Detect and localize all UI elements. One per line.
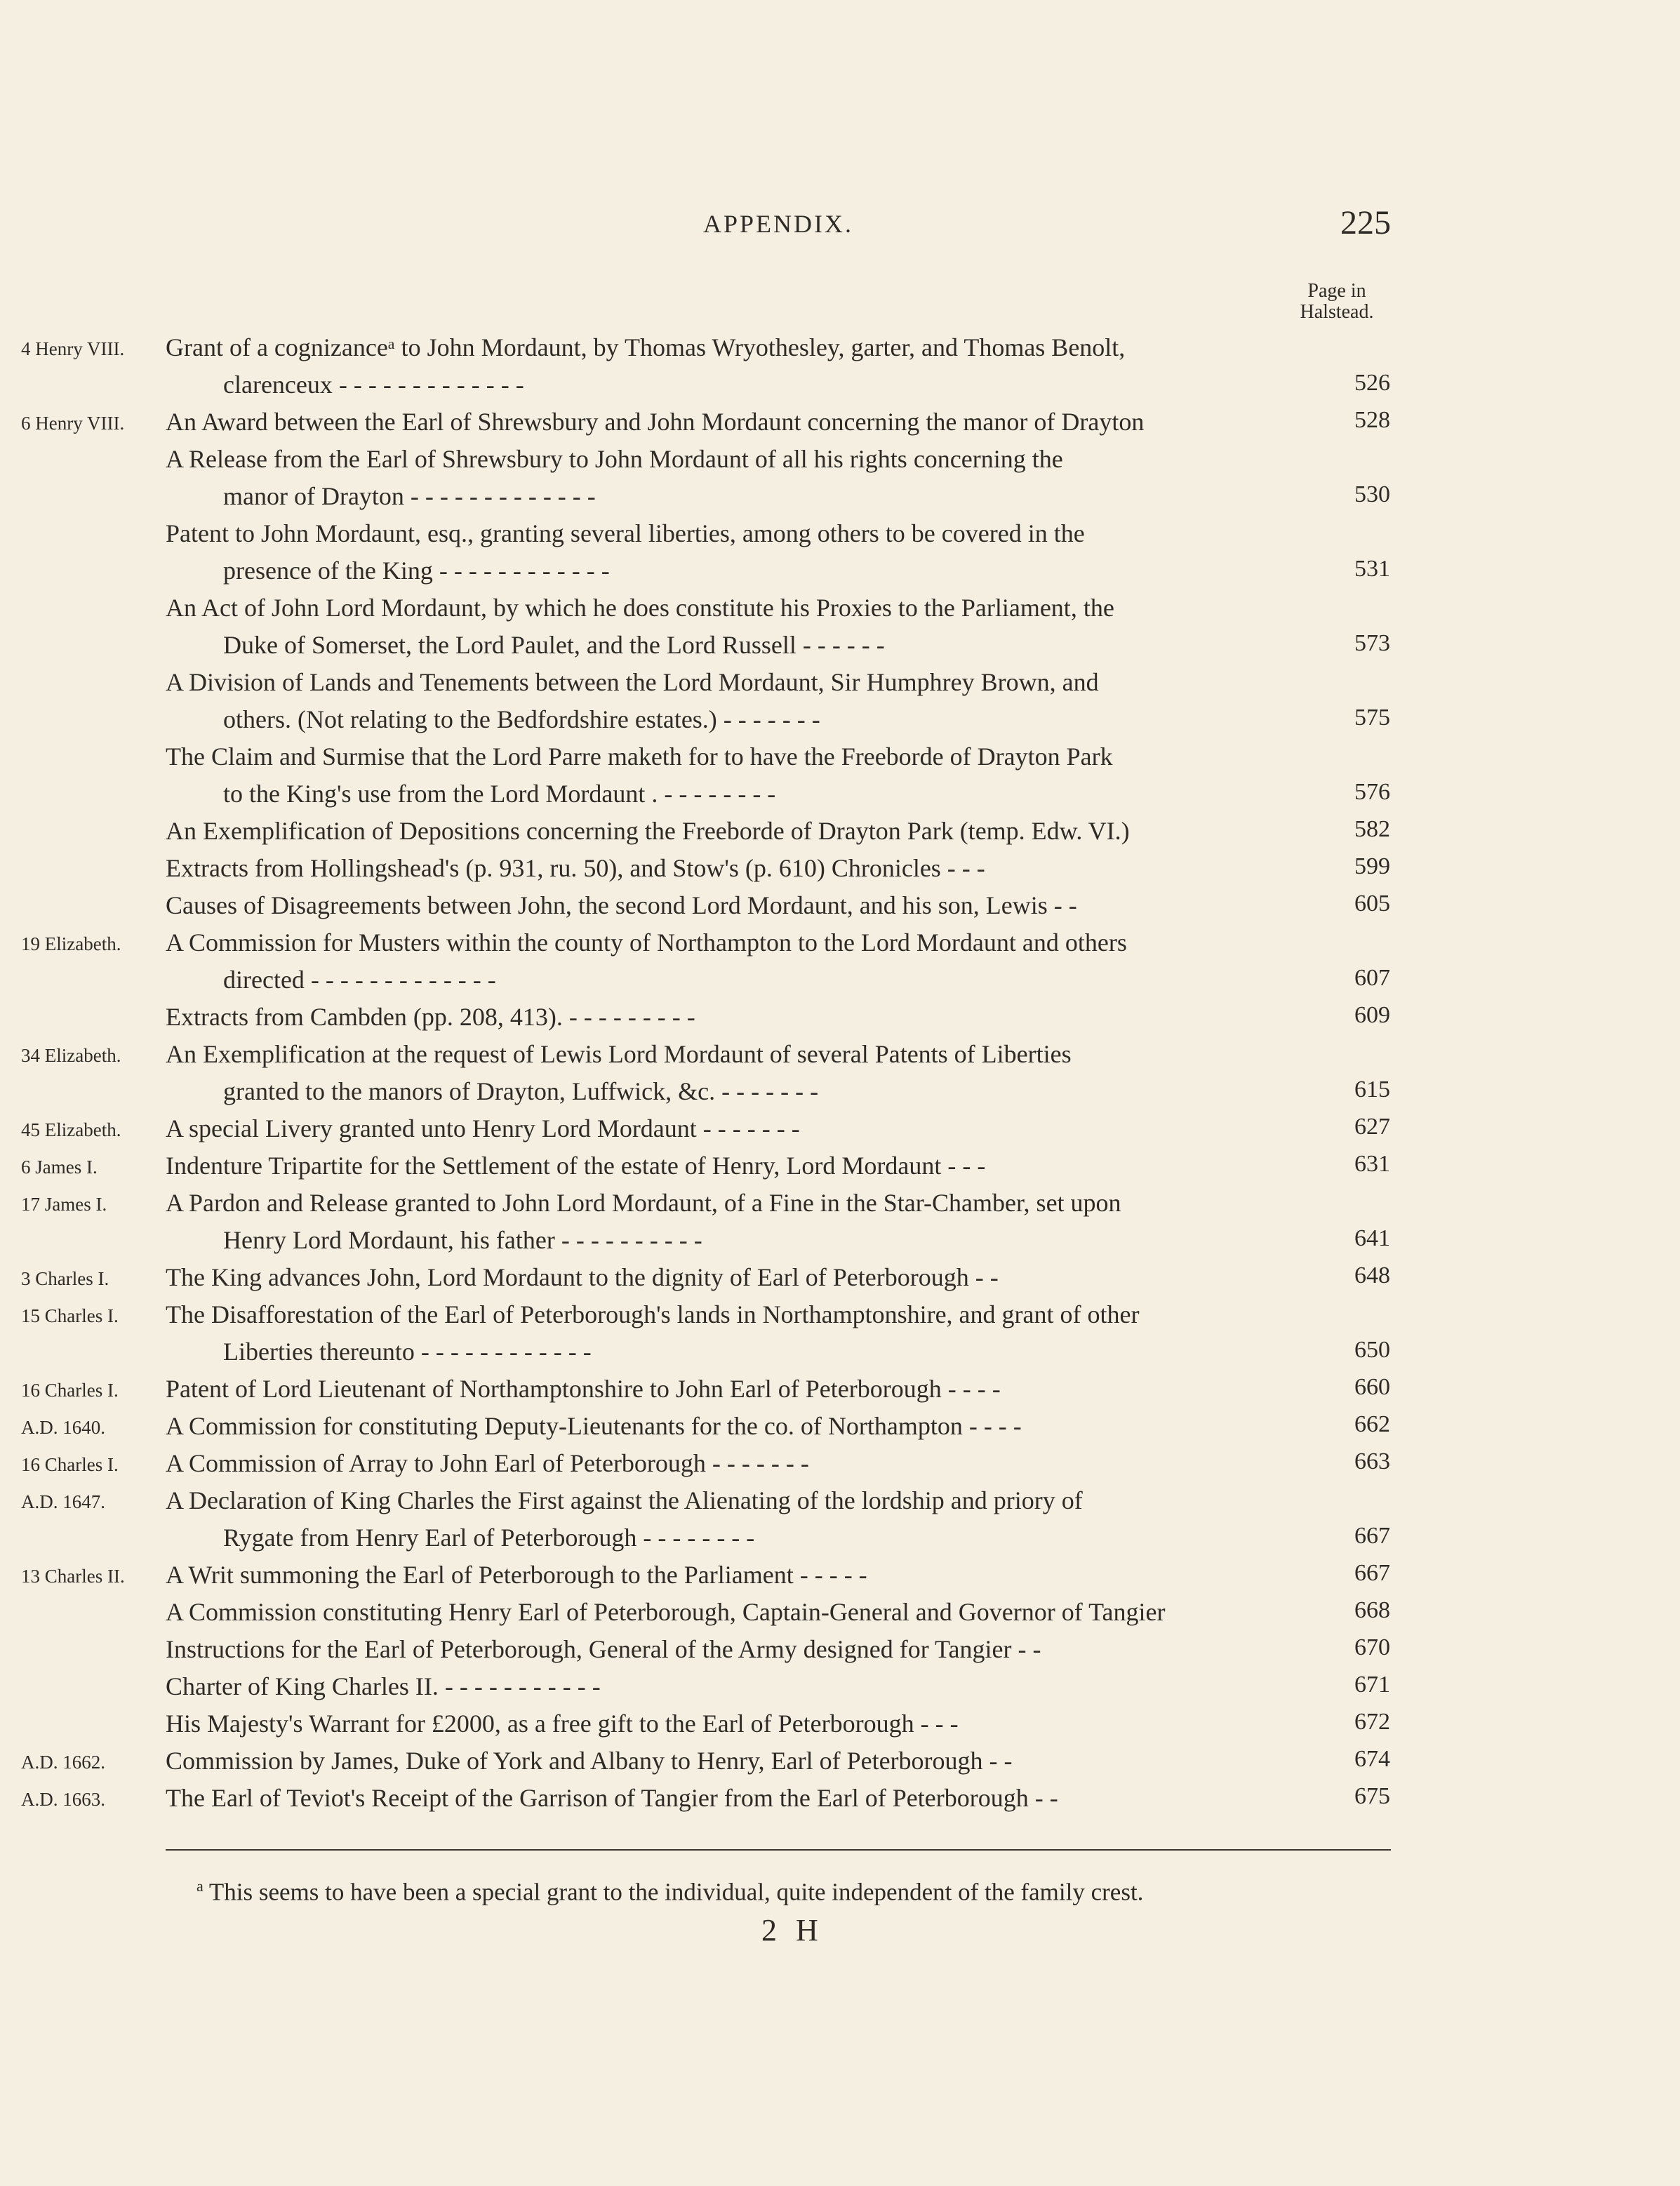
entry-title: Indenture Tripartite for the Settlement of the estate of Henry, Lord Mordaunt - - -: [166, 1152, 986, 1180]
entry-line: [0, 999, 1680, 1037]
entry-line: [0, 1706, 1680, 1743]
entry-title: Liberties thereunto - - - - - - - - - - - -: [223, 1338, 592, 1366]
appendix-entry: [0, 665, 1680, 739]
entry-page-ref: 575: [1354, 705, 1390, 731]
entry-date: 19 Elizabeth.: [21, 933, 121, 954]
entry-title: Instructions for the Earl of Peterborough, General of the Army designed for Tangier - -: [166, 1635, 1041, 1663]
entry-date: 6 Henry VIII.: [21, 413, 125, 434]
entry-title: Extracts from Cambden (pp. 208, 413). - - - - - - - - -: [166, 1003, 695, 1031]
page-header: [166, 204, 1391, 253]
entry-line: [0, 590, 1680, 627]
entry-title: A Writ summoning the Earl of Peterborough to the Parliament - - - - -: [166, 1561, 867, 1589]
footnote: [196, 1877, 1143, 1907]
entry-line: [0, 888, 1680, 925]
appendix-entry-list: [0, 330, 1680, 1818]
entry-line: [0, 516, 1680, 553]
appendix-entry: [0, 404, 1680, 441]
entry-page-ref: 660: [1354, 1374, 1390, 1400]
entry-page-ref: 631: [1354, 1151, 1390, 1177]
entry-title: An Exemplification at the request of Lewis Lord Mordaunt of several Patents of Liberties: [166, 1040, 1072, 1068]
appendix-entry: [0, 851, 1680, 888]
appendix-entry: [0, 888, 1680, 925]
appendix-entry: [0, 999, 1680, 1037]
entry-title: A Division of Lands and Tenements between the Lord Mordaunt, Sir Humphrey Brown, and: [166, 668, 1099, 696]
entry-title: presence of the King - - - - - - - - - - - -: [223, 557, 610, 585]
entry-page-ref: 667: [1354, 1560, 1390, 1586]
signature-mark: 2 H: [761, 1913, 824, 1947]
entry-title: Patent to John Mordaunt, esq., granting several liberties, among others to be covered in the: [166, 519, 1085, 547]
entry-line: [0, 330, 1680, 367]
appendix-entry: [0, 1780, 1680, 1818]
entry-title: Patent of Lord Lieutenant of Northamptonshire to John Earl of Peterborough - - - -: [166, 1375, 1001, 1403]
entry-date: A.D. 1640.: [21, 1417, 105, 1438]
entry-date: 45 Elizabeth.: [21, 1119, 121, 1140]
appendix-entry: [0, 1037, 1680, 1111]
entry-line: [0, 1111, 1680, 1148]
entry-page-ref: 648: [1354, 1262, 1390, 1288]
appendix-entry: [0, 1111, 1680, 1148]
entry-date: A.D. 1647.: [21, 1491, 105, 1512]
entry-page-ref: 668: [1354, 1597, 1390, 1623]
footnote-marker: a: [196, 1877, 204, 1895]
appendix-entry: [0, 441, 1680, 516]
entry-page-ref: 528: [1354, 407, 1390, 433]
entry-title: Charter of King Charles II. - - - - - - - - - - -: [166, 1672, 601, 1700]
entry-date: 15 Charles I.: [21, 1305, 119, 1326]
entry-title: A Release from the Earl of Shrewsbury to John Mordaunt of all his rights concerning the: [166, 445, 1063, 473]
appendix-entry: [0, 1185, 1680, 1260]
entry-date: 3 Charles I.: [21, 1268, 109, 1289]
appendix-entry: [0, 1594, 1680, 1632]
entry-line: [0, 1334, 1680, 1371]
entry-title: directed - - - - - - - - - - - - -: [223, 966, 496, 994]
entry-line: [0, 776, 1680, 813]
entry-page-ref: 576: [1354, 779, 1390, 805]
entry-page-ref: 663: [1354, 1448, 1390, 1474]
entry-line: [0, 702, 1680, 739]
entry-page-ref: 531: [1354, 556, 1390, 582]
entry-line: [0, 962, 1680, 999]
entry-line: [0, 1222, 1680, 1260]
appendix-entry: [0, 813, 1680, 851]
entry-page-ref: 582: [1354, 816, 1390, 842]
appendix-entry: [0, 1371, 1680, 1408]
entry-page-ref: 599: [1354, 853, 1390, 879]
entry-title: Extracts from Hollingshead's (p. 931, ru. 50), and Stow's (p. 610) Chronicles - - -: [166, 854, 985, 882]
entry-line: [0, 1632, 1680, 1669]
entry-page-ref: 662: [1354, 1411, 1390, 1437]
entry-line: [0, 1520, 1680, 1557]
entry-line: [0, 1297, 1680, 1334]
entry-line: [0, 1148, 1680, 1185]
entry-page-ref: 573: [1354, 630, 1390, 656]
entry-page-ref: 605: [1354, 891, 1390, 917]
entry-title: His Majesty's Warrant for £2000, as a free gift to the Earl of Peterborough - - -: [166, 1710, 959, 1738]
appendix-entry: [0, 1483, 1680, 1557]
entry-title: An Exemplification of Depositions concerning the Freeborde of Drayton Park (temp. Edw. VI.): [166, 817, 1130, 845]
entry-title: The Claim and Surmise that the Lord Parre maketh for to have the Freeborde of Drayton Park: [166, 742, 1113, 771]
entry-title: to the King's use from the Lord Mordaunt . - - - - - - - -: [223, 780, 776, 808]
appendix-entry: [0, 1297, 1680, 1371]
entry-page-ref: 671: [1354, 1672, 1390, 1698]
entry-page-ref: 650: [1354, 1337, 1390, 1363]
entry-title: A Commission constituting Henry Earl of Peterborough, Captain-General and Governor of Tangier: [166, 1598, 1166, 1626]
entry-page-ref: 670: [1354, 1634, 1390, 1660]
entry-line: [0, 813, 1680, 851]
column-heading-line: Page in: [1307, 280, 1366, 302]
entry-line: [0, 1408, 1680, 1446]
entry-title: clarenceux - - - - - - - - - - - - -: [223, 371, 524, 399]
entry-line: [0, 441, 1680, 479]
appendix-entry: [0, 1408, 1680, 1446]
appendix-entry: [0, 330, 1680, 404]
entry-line: [0, 1185, 1680, 1222]
entry-line: [0, 1483, 1680, 1520]
entry-title: A special Livery granted unto Henry Lord Mordaunt - - - - - - -: [166, 1114, 800, 1142]
entry-page-ref: 674: [1354, 1746, 1390, 1772]
entry-line: [0, 1037, 1680, 1074]
entry-title: manor of Drayton - - - - - - - - - - - - -: [223, 482, 596, 510]
appendix-entry: [0, 1557, 1680, 1594]
entry-page-ref: 530: [1354, 481, 1390, 507]
entry-line: [0, 479, 1680, 516]
entry-title: A Declaration of King Charles the First against the Alienating of the lordship and priory of: [166, 1486, 1083, 1514]
entry-title: The Disafforestation of the Earl of Peterborough's lands in Northamptonshire, and grant of other: [166, 1300, 1140, 1328]
entry-line: [0, 1743, 1680, 1780]
appendix-entry: [0, 516, 1680, 590]
entry-page-ref: 672: [1354, 1709, 1390, 1735]
entry-title: The Earl of Teviot's Receipt of the Garrison of Tangier from the Earl of Peterborough - -: [166, 1784, 1058, 1812]
appendix-entry: [0, 1148, 1680, 1185]
entry-page-ref: 615: [1354, 1077, 1390, 1102]
entry-title: Rygate from Henry Earl of Peterborough - - - - - - - -: [223, 1524, 755, 1552]
entry-title: others. (Not relating to the Bedfordshire estates.) - - - - - - -: [223, 705, 820, 733]
entry-line: [0, 1446, 1680, 1483]
entry-line: [0, 1260, 1680, 1297]
entry-date: A.D. 1662.: [21, 1752, 105, 1773]
entry-title: A Pardon and Release granted to John Lord Mordaunt, of a Fine in the Star-Chamber, set upon: [166, 1189, 1121, 1217]
appendix-entry: [0, 1446, 1680, 1483]
entry-date: 17 James I.: [21, 1194, 107, 1215]
entry-page-ref: 675: [1354, 1783, 1390, 1809]
page-column-heading: [1277, 281, 1396, 323]
entry-line: [0, 1371, 1680, 1408]
page-number: 225: [1340, 204, 1391, 241]
appendix-entry: [0, 1743, 1680, 1780]
entry-line: [0, 851, 1680, 888]
entry-line: [0, 1780, 1680, 1818]
entry-line: [0, 367, 1680, 404]
appendix-entry: [0, 1260, 1680, 1297]
column-heading-line: Halstead.: [1300, 301, 1374, 323]
entry-date: 4 Henry VIII.: [21, 338, 125, 359]
entry-date: 13 Charles II.: [21, 1566, 125, 1587]
entry-page-ref: 609: [1354, 1002, 1390, 1028]
entry-page-ref: 627: [1354, 1114, 1390, 1140]
entry-line: [0, 1557, 1680, 1594]
entry-title: A Commission of Array to John Earl of Peterborough - - - - - - -: [166, 1449, 809, 1477]
entry-page-ref: 667: [1354, 1523, 1390, 1549]
entry-page-ref: 641: [1354, 1225, 1390, 1251]
entry-date: 16 Charles I.: [21, 1380, 119, 1401]
entry-title: An Act of John Lord Mordaunt, by which he does constitute his Proxies to the Parliament, the: [166, 594, 1114, 622]
entry-line: [0, 553, 1680, 590]
entry-date: 6 James I.: [21, 1157, 98, 1178]
entry-title: granted to the manors of Drayton, Luffwick, &c. - - - - - - -: [223, 1077, 819, 1105]
entry-title: Commission by James, Duke of York and Albany to Henry, Earl of Peterborough - -: [166, 1747, 1013, 1775]
entry-title: An Award between the Earl of Shrewsbury and John Mordaunt concerning the manor of Drayton: [166, 408, 1145, 436]
appendix-entry: [0, 739, 1680, 813]
entry-title: Causes of Disagreements between John, the second Lord Mordaunt, and his son, Lewis - -: [166, 891, 1077, 919]
entry-title: Duke of Somerset, the Lord Paulet, and the Lord Russell - - - - - -: [223, 631, 885, 659]
appendix-entry: [0, 1669, 1680, 1706]
entry-title: The King advances John, Lord Mordaunt to the dignity of Earl of Peterborough - -: [166, 1263, 999, 1291]
entry-title: A Commission for constituting Deputy-Lieutenants for the co. of Northampton - - - -: [166, 1412, 1022, 1440]
entry-line: [0, 404, 1680, 441]
entry-line: [0, 1594, 1680, 1632]
footnote-rule: [166, 1849, 1391, 1851]
entry-line: [0, 665, 1680, 702]
appendix-entry: [0, 590, 1680, 665]
entry-line: [0, 1669, 1680, 1706]
entry-date: 16 Charles I.: [21, 1454, 119, 1475]
running-head: APPENDIX.: [702, 210, 853, 238]
entry-title: A Commission for Musters within the county of Northampton to the Lord Mordaunt and others: [166, 928, 1127, 957]
footnote-text: This seems to have been a special grant to the individual, quite independent of the family crest.: [208, 1878, 1144, 1906]
appendix-entry: [0, 925, 1680, 999]
appendix-entry: [0, 1706, 1680, 1743]
appendix-entry: [0, 1632, 1680, 1669]
entry-date: A.D. 1663.: [21, 1789, 105, 1810]
entry-title: Henry Lord Mordaunt, his father - - - - - - - - - -: [223, 1226, 702, 1254]
entry-line: [0, 627, 1680, 665]
entry-page-ref: 607: [1354, 965, 1390, 991]
entry-title: Grant of a cognizanceᵃ to John Mordaunt, by Thomas Wryothesley, garter, and Thomas Benolt,: [166, 333, 1126, 361]
entry-date: 34 Elizabeth.: [21, 1045, 121, 1066]
entry-page-ref: 526: [1354, 370, 1390, 396]
entry-line: [0, 925, 1680, 962]
entry-line: [0, 739, 1680, 776]
entry-line: [0, 1074, 1680, 1111]
